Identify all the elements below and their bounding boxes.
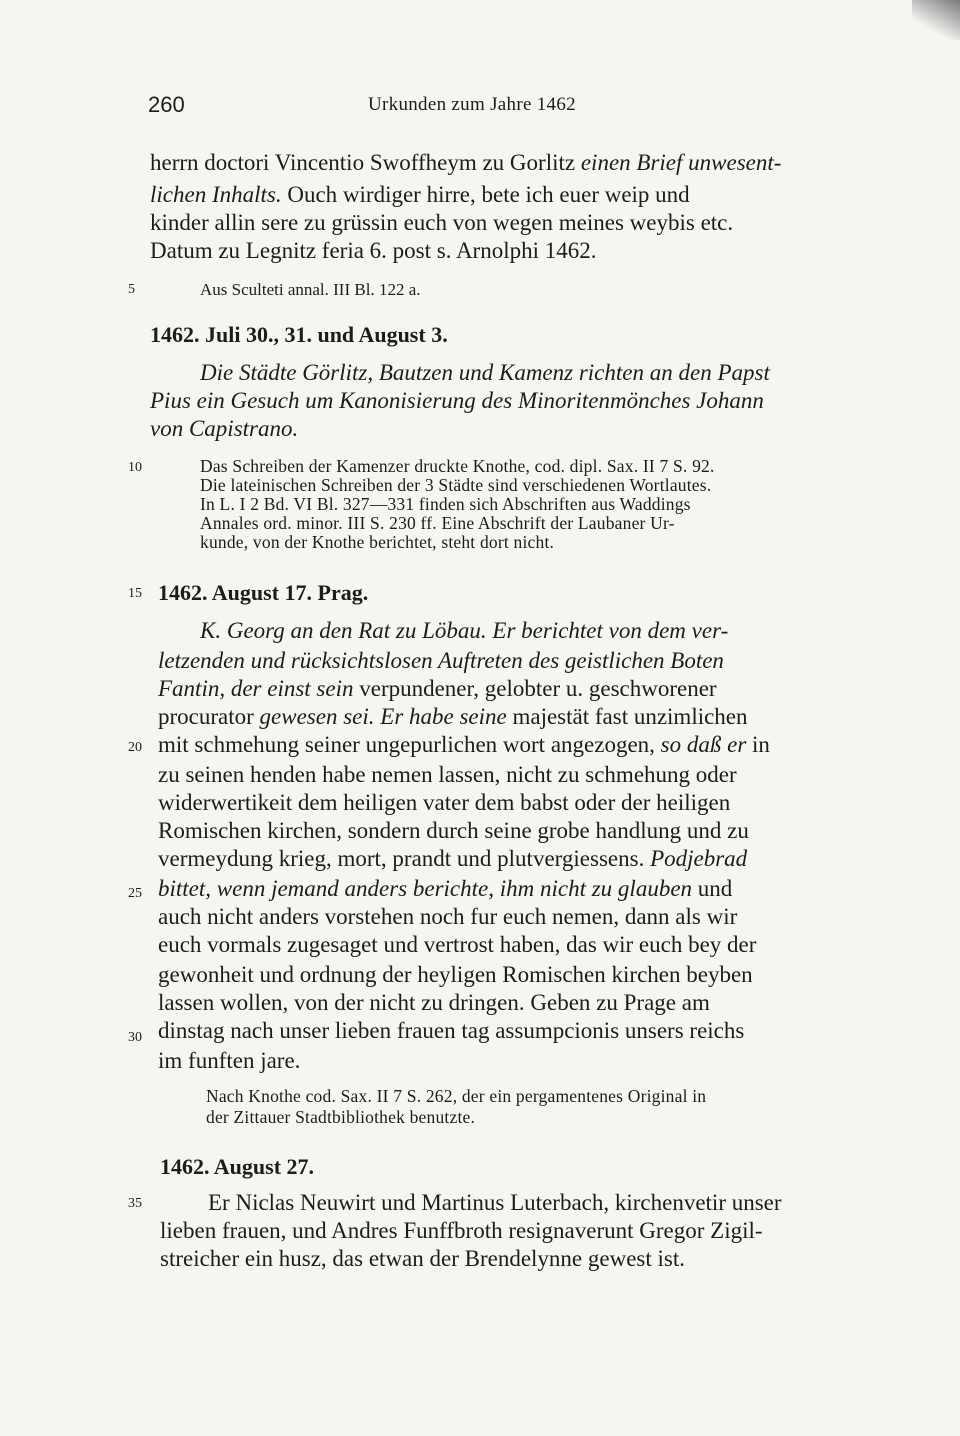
document-heading: 1462. Juli 30., 31. und August 3. xyxy=(150,322,448,347)
page-number: 260 xyxy=(148,92,185,117)
footnote-line: Annales ord. minor. III S. 230 ff. Eine Abschrift der Laubaner Ur- xyxy=(200,513,675,533)
margin-line-number: 25 xyxy=(128,886,142,901)
margin-line-number: 15 xyxy=(128,586,142,601)
margin-line-number: 35 xyxy=(128,1196,142,1211)
footnote-line: Nach Knothe cod. Sax. II 7 S. 262, der ein pergamentenes Original in xyxy=(206,1086,707,1106)
page-corner-shadow xyxy=(912,0,960,40)
regest-line: Pius ein Gesuch um Kanonisierung des Minoritenmönches Johann xyxy=(150,388,764,413)
text-line: bittet, wenn jemand anders berichte, ihm nicht zu glauben und xyxy=(158,876,733,901)
document-heading: 1462. August 27. xyxy=(160,1154,315,1179)
text-line: streicher ein husz, das etwan der Brendelynne gewest ist. xyxy=(160,1246,685,1271)
margin-line-number: 30 xyxy=(128,1030,142,1045)
page-header xyxy=(148,92,848,122)
text-line: dinstag nach unser lieben frauen tag assumpcionis unsers reichs xyxy=(158,1018,745,1043)
footnote-line: Die lateinischen Schreiben der 3 Städte sind verschiedenen Wortlautes. xyxy=(200,475,712,495)
text-line: kinder allin sere zu grüssin euch von wegen meines weybis etc. xyxy=(150,210,734,235)
text-line: zu seinen henden habe nemen lassen, nicht zu schmehung oder xyxy=(158,762,737,787)
footnote-line: kunde, von der Knothe berichtet, steht dort nicht. xyxy=(200,532,555,552)
text-line: herrn doctori Vincentio Swoffheym zu Gorlitz einen Brief unwesent- xyxy=(150,150,782,175)
regest-line: Die Städte Görlitz, Bautzen und Kamenz richten an den Papst xyxy=(200,360,770,385)
regest-line: K. Georg an den Rat zu Löbau. Er berichtet von dem ver- xyxy=(200,618,729,643)
regest-line: von Capistrano. xyxy=(150,416,299,441)
text-line: lieben frauen, und Andres Funffbroth resignaverunt Gregor Zigil- xyxy=(160,1218,763,1243)
text-line: lichen Inhalts. Ouch wirdiger hirre, bete ich euer weip und xyxy=(150,182,690,207)
text-line: im funften jare. xyxy=(158,1048,301,1073)
text-line: Datum zu Legnitz feria 6. post s. Arnolphi 1462. xyxy=(150,238,597,263)
margin-line-number: 10 xyxy=(128,460,142,475)
text-line: widerwertikeit dem heiligen vater dem babst oder der heiligen xyxy=(158,790,731,815)
footnote-line: Das Schreiben der Kamenzer druckte Knothe, cod. dipl. Sax. II 7 S. 92. xyxy=(200,456,715,476)
text-line: vermeydung krieg, mort, prandt und plutvergiessens. Podjebrad xyxy=(158,846,748,871)
text-line: Fantin, der einst sein verpundener, gelobter u. geschworener xyxy=(158,676,717,701)
footnote-line: der Zittauer Stadtbibliothek benutzte. xyxy=(206,1107,476,1127)
running-head: Urkunden zum Jahre 1462 xyxy=(368,94,576,115)
text-line: auch nicht anders vorstehen noch fur euch nemen, dann als wir xyxy=(158,904,738,929)
text-line: procurator gewesen sei. Er habe seine majestät fast unzimlichen xyxy=(158,704,748,729)
text-line: mit schmehung seiner ungepurlichen wort angezogen, so daß er in xyxy=(158,732,770,757)
text-line: gewonheit und ordnung der heyligen Romischen kirchen beyben xyxy=(158,962,753,987)
margin-line-number: 5 xyxy=(128,282,135,297)
text-line: euch vormals zugesaget und vertrost haben, das wir euch bey der xyxy=(158,932,757,957)
footnote-line: In L. I 2 Bd. VI Bl. 327—331 finden sich Abschriften aus Waddings xyxy=(200,494,691,514)
text-line: Romischen kirchen, sondern durch seine grobe handlung und zu xyxy=(158,818,749,843)
regest-line: letzenden und rücksichtslosen Auftreten des geistlichen Boten xyxy=(158,648,724,673)
margin-line-number: 20 xyxy=(128,740,142,755)
document-heading: 1462. August 17. Prag. xyxy=(158,580,369,605)
source-note: Aus Sculteti annal. III Bl. 122 a. xyxy=(200,280,421,299)
text-line: lassen wollen, von der nicht zu dringen. Geben zu Prage am xyxy=(158,990,710,1015)
text-line: Er Niclas Neuwirt und Martinus Luterbach, kirchenvetir unser xyxy=(208,1190,782,1215)
